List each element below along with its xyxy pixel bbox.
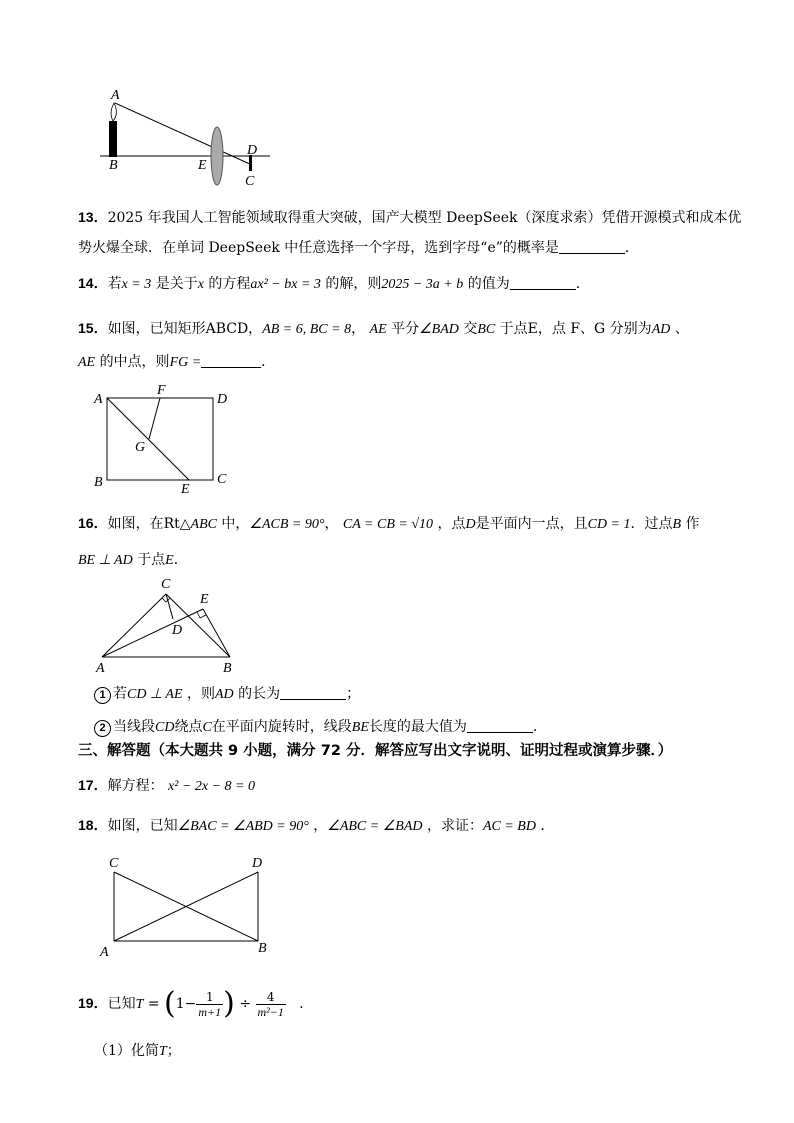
q19-sub1 [94,1041,181,1062]
circle-number-2: 2 [94,720,111,737]
label-D: D [217,392,228,407]
q15-eq3: ∠BAD [419,322,459,337]
q16-eq4: D [465,517,476,532]
q16-line1 [78,513,700,535]
q18-t1: 如图，已知 [107,818,178,834]
q16-sub2-eq3: BE [351,720,369,735]
q16-sub1-eq1: CD ⊥ AE [127,687,183,702]
label-C: C [217,472,227,487]
q14-line [78,273,590,295]
q15-eq1: AB = 6, BC = 8 [262,322,352,337]
q16-eq5: CD = 1 [587,517,631,532]
q16-eq3: CA = CB = √10 [342,517,434,532]
label-E: E [200,592,209,607]
label-A: A [94,392,103,407]
frac1-den: m+1 [198,1004,222,1019]
q14-eq1: x = 3 [121,277,152,292]
q13-number: 13． [78,209,108,225]
q16-t7: 作 [685,516,700,532]
q18-t2: ， [313,818,328,834]
q14-t2: 是关于 [155,276,198,292]
rectangle-figure [90,380,240,495]
q16-line2 [78,550,188,571]
q19-one: 1 [175,996,185,1012]
q14-t3: 的方程 [208,276,251,292]
q16-t8: 于点 [137,552,166,568]
q16-sub2-end: ． [532,719,547,735]
q13-text2: 势火爆全球．在单词 DeepSeek 中任意选择一个字母，选到字母“e”的概率是 [78,240,559,256]
q17-eq: x² − 2x − 8 = 0 [168,779,255,794]
q15-line2 [78,352,275,373]
label-D: D [247,143,258,158]
label-D: D [172,623,183,638]
q16-t1: 如图，在Rt△ [107,516,191,532]
q15-eq2: AE [369,322,387,337]
q16-t3: ， [324,516,339,532]
q15-eq5: AD [651,322,671,337]
q15-line1 [78,318,689,340]
q15-t4: 交 [463,321,478,337]
label-D: D [252,856,263,871]
q16-line2-eq: BE ⊥ AD [78,553,133,568]
q19-end: ． [299,996,314,1012]
q18-end: ． [540,818,555,834]
q13-line2 [78,238,639,258]
label-G: G [135,440,146,455]
label-B: B [94,475,103,490]
q18-eq2: ∠ABC = ∠BAD [327,819,423,834]
label-E: E [181,482,190,495]
q13-answer-blank[interactable] [559,239,625,254]
label-B: B [223,661,232,676]
q16-sub1-answer-blank[interactable] [280,685,346,700]
section-heading: 三、解答题（本大题共 9 小题，满分 72 分．解答应写出文字说明、证明过程或演算步骤．） [78,743,673,759]
triangle-figure [92,572,242,677]
label-A: A [111,88,120,103]
q19-sub1-var: T [158,1044,167,1059]
q19-t1: 已知 [107,996,136,1012]
label-A: A [96,661,105,676]
q16-sub1 [94,684,360,705]
q13-line1 [78,207,742,228]
q14-t5: 的值为 [467,276,510,292]
q15-answer-blank[interactable] [201,353,261,368]
q19-sub1-end: ； [166,1043,181,1059]
q19-T: T [135,997,144,1012]
label-C: C [245,174,255,189]
frac2-den: m²−1 [257,1004,284,1019]
q13-end: ． [624,240,639,256]
right-paren: ) [223,986,235,1021]
q16-sub2-t2: 绕点 [174,719,203,735]
q16-sub2-eq2: C [202,720,212,735]
q14-t4: 的解，则 [325,276,382,292]
q16-sub2-answer-blank[interactable] [467,718,533,733]
q15-t6: 、 [674,321,689,337]
frac2-num: 4 [256,990,286,1005]
q17-number: 17． [78,777,108,793]
q14-end: ． [575,276,590,292]
label-A: A [100,945,109,960]
q19-sub1-label: （1）化简 [94,1043,159,1059]
label-E: E [198,158,207,173]
q16-sub2-eq1: CD [155,720,175,735]
q16-sub1-t3: 的长为 [238,686,281,702]
q19-number: 19． [78,995,108,1011]
label-C: C [109,856,119,871]
q16-t2: 中， [221,516,250,532]
q16-sub1-t1: 若 [113,686,127,702]
q19-line [78,985,313,1021]
q16-eq2: ∠ACB = 90° [249,517,325,532]
q18-eq3: AC = BD [482,819,536,834]
q16-sub2 [94,717,547,738]
q17-t1: 解方程： [107,778,164,794]
q16-eq8: E [165,553,174,568]
q14-answer-blank[interactable] [510,275,576,290]
q15-t2: ， [351,321,366,337]
q18-t3: ，求证： [426,818,483,834]
q15-end: ． [261,354,276,370]
q19-div: ÷ [239,996,252,1012]
q14-eq2: ax² − bx = 3 [250,277,321,292]
q15-number: 15． [78,320,108,336]
lens-figure [95,85,275,190]
label-B: B [109,158,118,173]
crossed-rectangle-figure [95,852,275,962]
q14-var: x [197,277,204,292]
q16-sub1-t2: ，则 [186,686,215,702]
q16-sub2-t1: 当线段 [113,719,155,735]
q16-eq1: ABC [190,517,217,532]
q16-t9: ． [173,552,188,568]
label-B: B [258,941,267,956]
q15-t5: 于点E，点 F、G 分别为 [499,321,652,337]
q16-sub1-end: ； [346,686,361,702]
left-paren: ( [164,986,176,1021]
q18-line [78,815,554,837]
q15-t7: 的中点，则 [99,354,170,370]
q15-t3: 平分 [391,321,420,337]
q14-t1: 若 [107,276,122,292]
q18-number: 18． [78,817,108,833]
fraction-1 [196,990,223,1019]
label-C: C [161,577,171,592]
label-F: F [157,383,166,398]
q19-minus: − [184,996,197,1012]
q16-t5: 是平面内一点，且 [475,516,588,532]
q16-sub2-t4: 长度的最大值为 [368,719,467,735]
q15-eq7: FG = [169,355,202,370]
q17-line [78,775,255,797]
fraction-2 [256,990,286,1019]
q19-eq: = [147,996,160,1012]
q16-number: 16． [78,515,108,531]
q14-eq3: 2025 − 3a + b [381,277,464,292]
q16-sub1-eq2: AD [214,687,234,702]
q13-text1: 2025 年我国人工智能领域取得重大突破，国产大模型 DeepSeek（深度求索）凭借开源模式和成本优 [107,210,742,226]
q16-t4: ，点 [437,516,466,532]
circle-number-1: 1 [94,687,111,704]
frac1-num: 1 [196,990,223,1005]
q15-t1: 如图，已知矩形ABCD， [107,321,263,337]
q16-t6: ．过点 [630,516,673,532]
q16-eq6: B [672,517,682,532]
q15-eq6: AE [78,355,96,370]
q16-sub2-t3: 在平面内旋转时，线段 [211,719,352,735]
q18-eq1: ∠BAC = ∠ABD = 90° [177,819,309,834]
q14-number: 14． [78,275,108,291]
q15-eq4: BC [477,322,496,337]
